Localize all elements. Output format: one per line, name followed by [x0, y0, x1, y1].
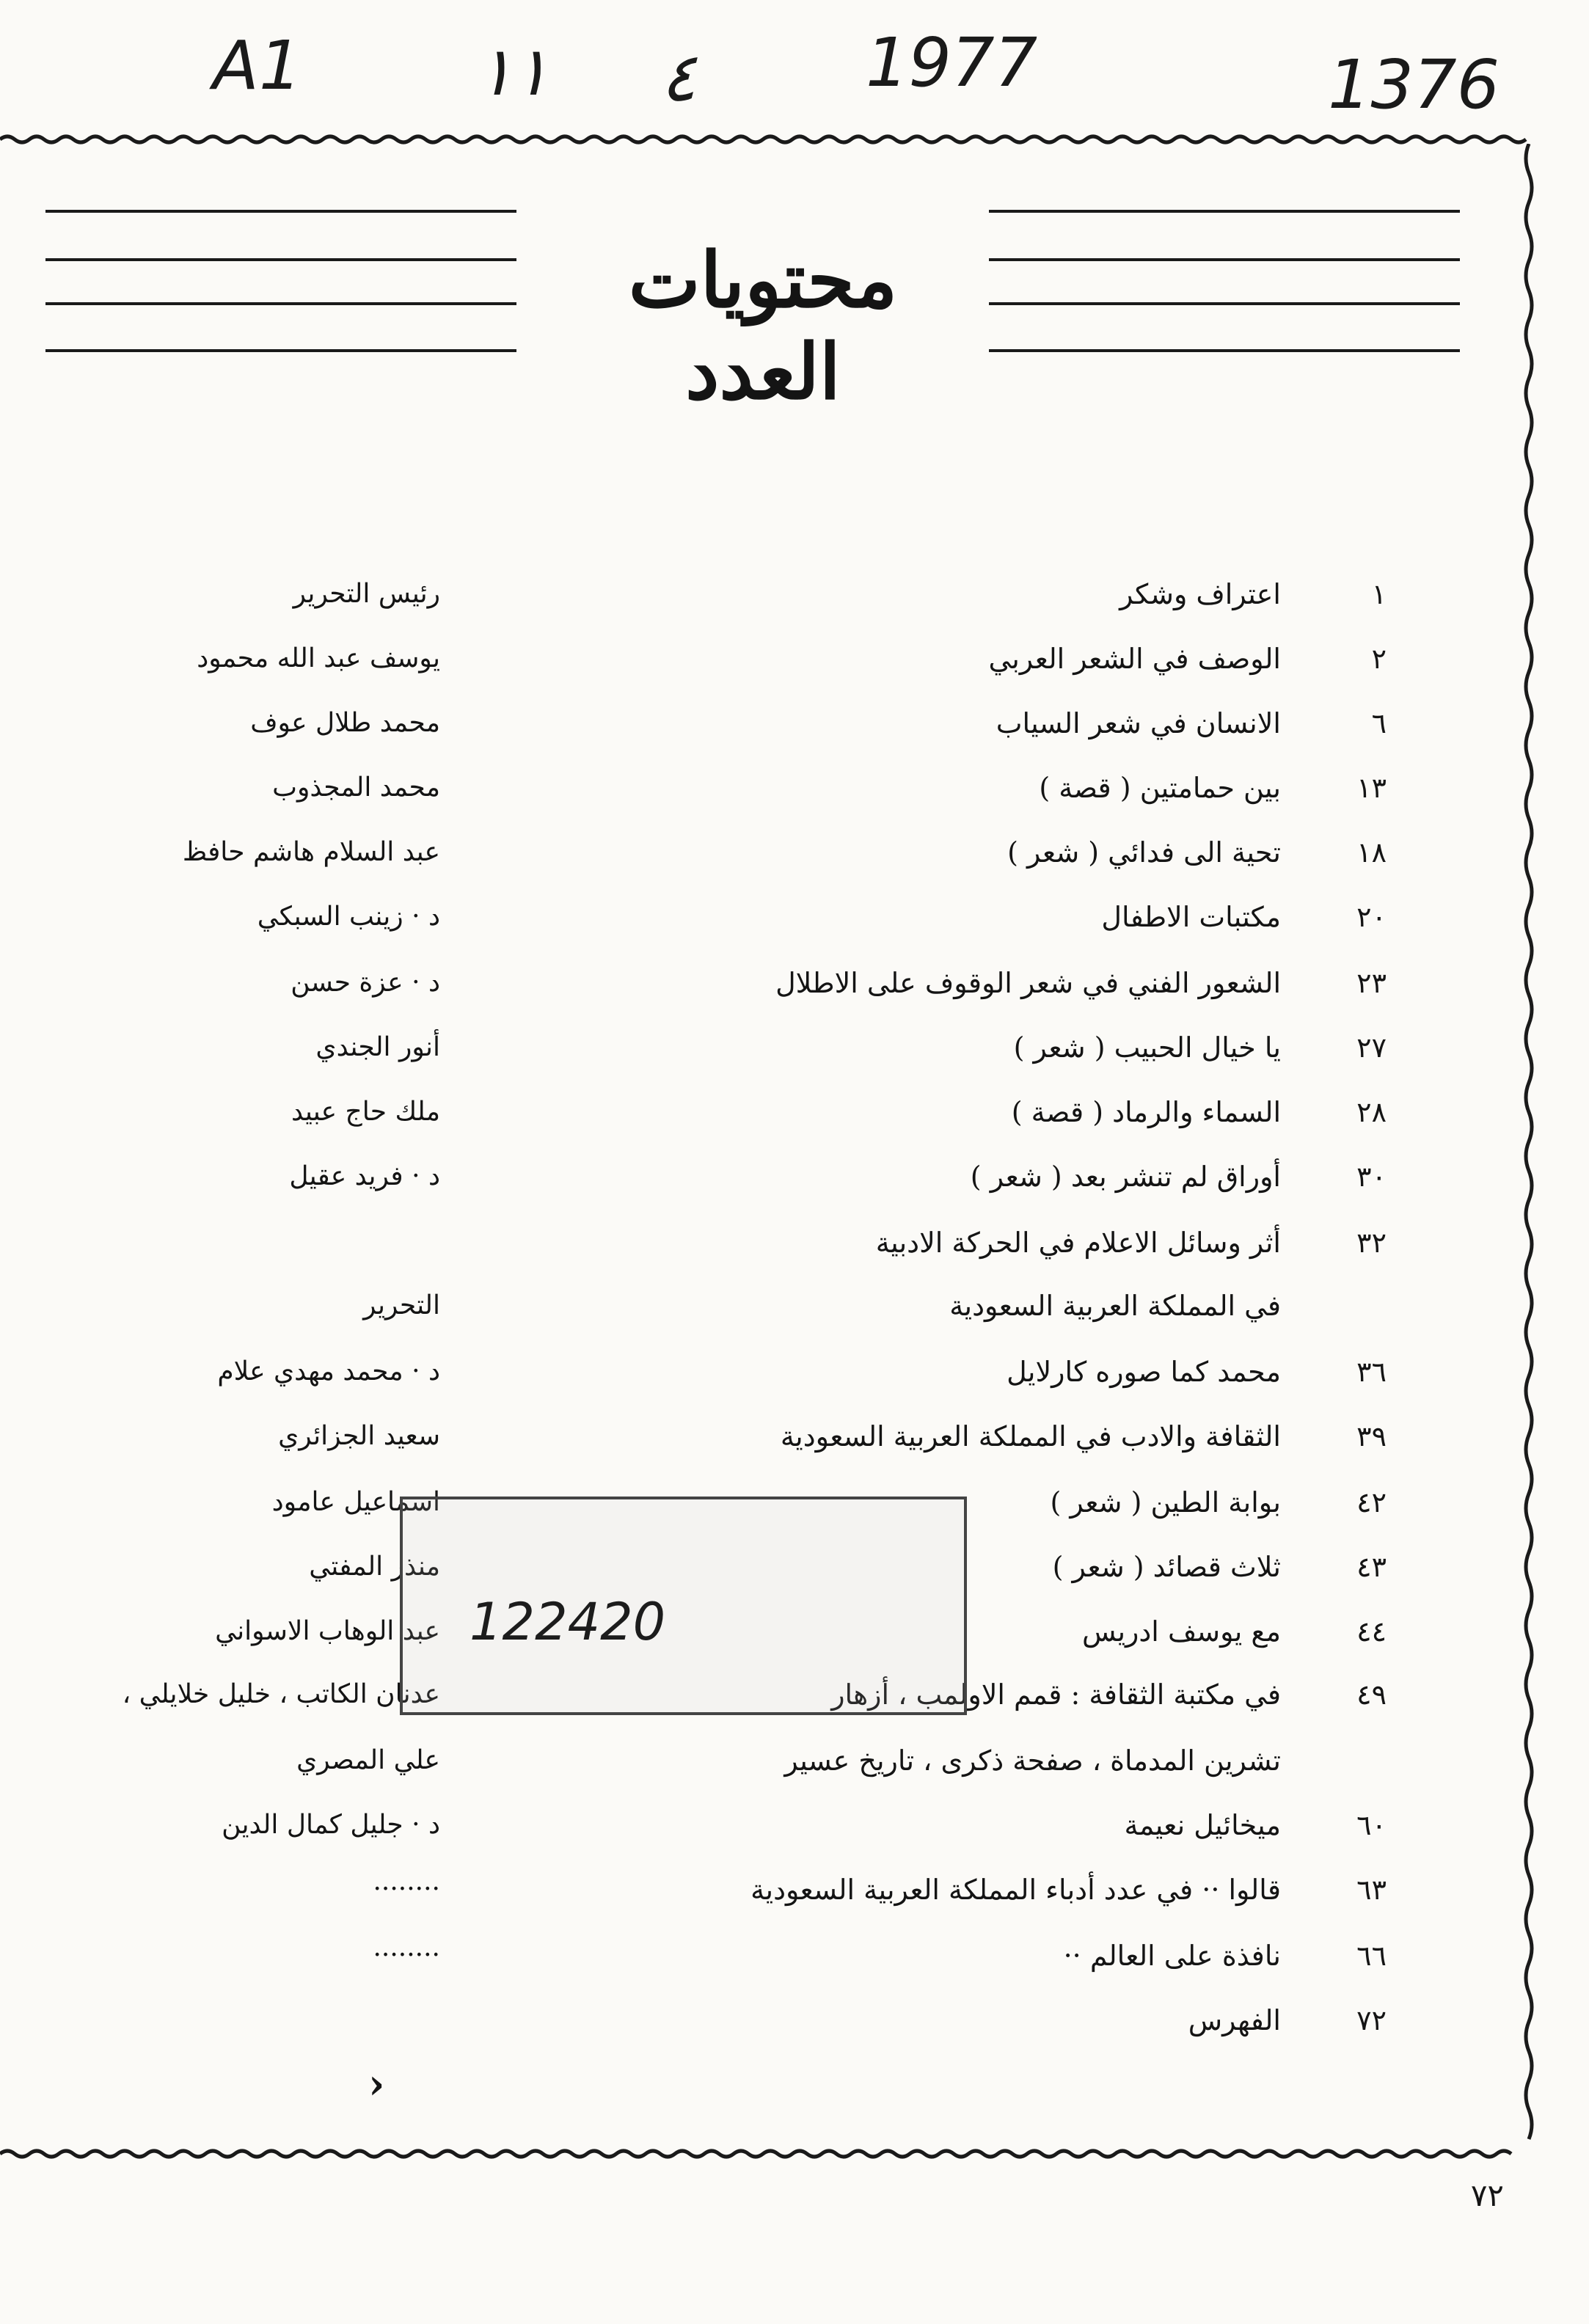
toc-article-title: في مكتبة الثقافة : قمم الاولمب ، أزهار	[831, 1678, 1281, 1711]
toc-row	[0, 1276, 1589, 1335]
toc-page-number: ٢٨	[1356, 1096, 1387, 1128]
toc-author: يوسف عبد الله محمود	[197, 643, 440, 673]
toc-author: أنور الجندي	[315, 1032, 440, 1062]
toc-author: ········	[373, 1874, 440, 1904]
toc-page-number: ٦٦	[1356, 1940, 1387, 1972]
toc-author: د · محمد مهدي علام	[217, 1356, 440, 1386]
toc-row	[0, 565, 1589, 624]
toc-author: محمد المجذوب	[272, 772, 440, 803]
toc-article-title: محمد كما صوره كارلايل	[1007, 1356, 1281, 1388]
toc-article-title: قالوا ·· في عدد أدباء المملكة العربية السعودية	[750, 1874, 1281, 1906]
toc-row	[0, 954, 1589, 1012]
toc-row	[0, 1796, 1589, 1855]
toc-author: د · جليل كمال الدين	[222, 1810, 440, 1840]
handwritten-day: ١١	[477, 32, 549, 111]
toc-article-title: بوابة الطين ( شعر )	[1050, 1486, 1281, 1519]
toc-page-number: ٤٣	[1356, 1551, 1387, 1583]
toc-page-number: ٢	[1371, 643, 1387, 675]
toc-article-title: في المملكة العربية السعودية	[949, 1290, 1281, 1322]
toc-author: د · عزة حسن	[291, 968, 440, 998]
header-rule-right-1	[989, 210, 1460, 213]
toc-page-number: ٦٠	[1356, 1809, 1387, 1841]
page-title: محتويات العدد	[628, 235, 898, 417]
toc-row	[0, 1342, 1589, 1401]
toc-author: محمد طلال عوف	[250, 708, 440, 738]
toc-article-title: نافذة على العالم ··	[1063, 1940, 1281, 1972]
toc-article-title: الثقافة والادب في المملكة العربية السعودية	[780, 1420, 1281, 1452]
toc-author: اسماعيل عامود	[271, 1487, 440, 1517]
toc-author: د · زينب السبكي	[257, 902, 440, 932]
bottom-wavy-border	[0, 2146, 1589, 2161]
header-rule-right-3	[989, 302, 1460, 305]
toc-article-title: اعتراف وشكر	[1119, 578, 1281, 610]
toc-author: سعيد الجزائري	[278, 1421, 440, 1451]
toc-page-number: ٤٩	[1356, 1678, 1387, 1711]
toc-author: علي المصري	[296, 1745, 440, 1775]
toc-page-number: ٢٠	[1356, 901, 1387, 933]
toc-row	[0, 1407, 1589, 1466]
toc-page-number: ٢٣	[1356, 967, 1387, 999]
toc-row	[0, 823, 1589, 882]
toc-row	[0, 1926, 1589, 1985]
handwritten-code-left: A1	[213, 26, 302, 105]
toc-row	[0, 1213, 1589, 1272]
header-rule-left-2	[45, 258, 516, 261]
header-rule-left-3	[45, 302, 516, 305]
toc-row	[0, 1991, 1589, 2050]
toc-author: عبد الوهاب الاسواني	[215, 1616, 440, 1646]
toc-author: ········	[373, 1940, 440, 1970]
toc-author: رئيس التحرير	[293, 579, 440, 609]
toc-article-title: بين حمامتين ( قصة )	[1039, 772, 1281, 804]
toc-page-number: ١	[1371, 578, 1387, 610]
header-rule-right-2	[989, 258, 1460, 261]
stamp-number: 122420	[470, 1592, 666, 1652]
toc-row	[0, 759, 1589, 817]
header-rule-right-4	[989, 349, 1460, 352]
toc-page-number: ٣٦	[1356, 1356, 1387, 1388]
toc-page-number: ٧٢	[1356, 2004, 1387, 2036]
toc-article-title: الفهرس	[1188, 2004, 1281, 2036]
toc-row	[0, 694, 1589, 753]
toc-row	[0, 629, 1589, 688]
toc-article-title: مع يوسف ادريس	[1082, 1615, 1281, 1648]
toc-article-title: الانسان في شعر السياب	[996, 707, 1281, 739]
toc-article-title: ثلاث قصائد ( شعر )	[1052, 1551, 1281, 1583]
toc-author: ملك حاج عبيد	[291, 1097, 440, 1127]
toc-article-title: تشرين المدماة ، صفحة ذكرى ، تاريخ عسير	[784, 1744, 1281, 1777]
toc-row	[0, 888, 1589, 946]
toc-article-title: يا خيال الحبيب ( شعر )	[1013, 1031, 1281, 1064]
margin-mark: ›	[368, 2060, 385, 2108]
toc-page-number: ١٣	[1356, 772, 1387, 804]
toc-article-title: تحية الى فدائي ( شعر )	[1007, 836, 1281, 869]
toc-page-number: ٢٧	[1356, 1031, 1387, 1064]
handwritten-archive-code: 1376	[1328, 45, 1500, 124]
toc-page-number: ٦	[1371, 707, 1387, 739]
top-wavy-border	[0, 132, 1589, 147]
toc-author: عبد السلام هاشم حافظ	[182, 837, 440, 867]
toc-row	[0, 1731, 1589, 1790]
toc-row	[0, 1860, 1589, 1919]
header-rule-left-4	[45, 349, 516, 352]
handwritten-month: ٤	[660, 38, 697, 117]
toc-row	[0, 1147, 1589, 1206]
toc-article-title: الشعور الفني في شعر الوقوف على الاطلال	[775, 967, 1281, 999]
toc-row	[0, 1018, 1589, 1077]
toc-row	[0, 1083, 1589, 1141]
toc-page-number: ٦٣	[1356, 1874, 1387, 1906]
toc-article-title: ميخائيل نعيمة	[1124, 1809, 1281, 1841]
toc-article-title: السماء والرماد ( قصة )	[1011, 1096, 1281, 1128]
toc-page-number: ٣٩	[1356, 1420, 1387, 1452]
toc-author: التحرير	[363, 1290, 440, 1320]
toc-page-number: ١٨	[1356, 836, 1387, 869]
toc-page-number: ٤٢	[1356, 1486, 1387, 1519]
toc-article-title: الوصف في الشعر العربي	[988, 643, 1281, 675]
toc-page-number: ٣٠	[1356, 1161, 1387, 1193]
page-number: ٧٢	[1470, 2177, 1504, 2213]
toc-author: منذر المفتي	[309, 1552, 440, 1582]
header-rule-left-1	[45, 210, 516, 213]
toc-article-title: أوراق لم تنشر بعد ( شعر )	[970, 1161, 1281, 1193]
handwritten-year: 1977	[866, 23, 1038, 102]
toc-author: د · فريد عقيل	[289, 1161, 440, 1191]
toc-article-title: مكتبات الاطفال	[1101, 901, 1281, 933]
toc-page-number: ٤٤	[1356, 1615, 1387, 1648]
toc-page-number: ٣٢	[1356, 1227, 1387, 1259]
toc-author: عدنان الكاتب ، خليل خلايلي ،	[122, 1679, 440, 1709]
toc-article-title: أثر وسائل الاعلام في الحركة الادبية	[875, 1227, 1281, 1259]
